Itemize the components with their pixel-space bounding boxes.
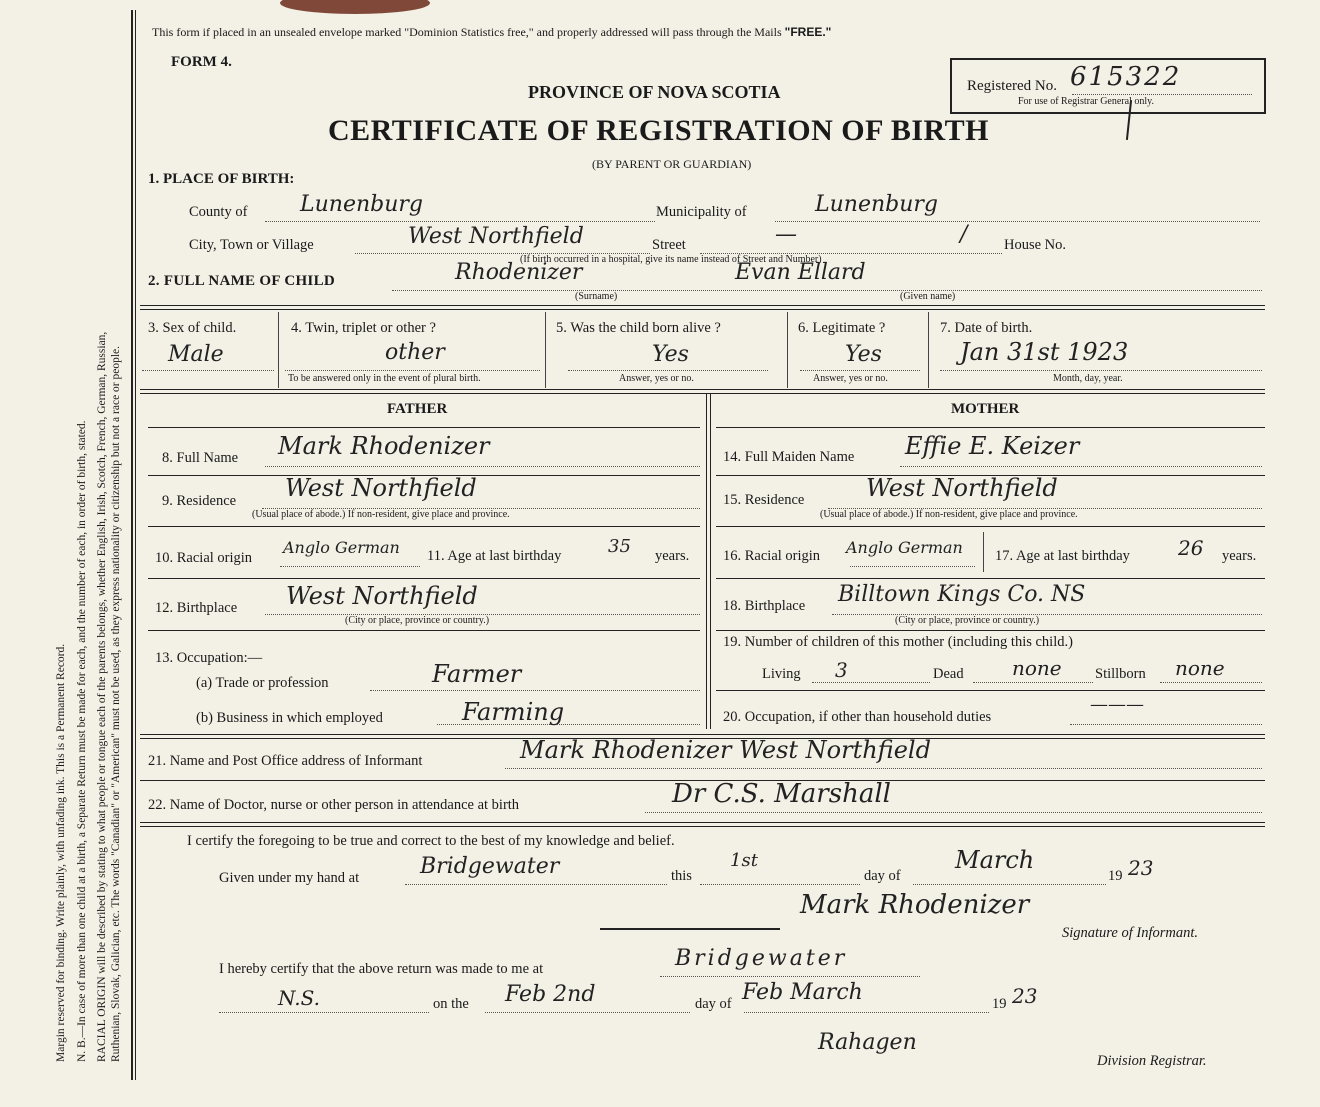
hospital-note: (If birth occurred in a hospital, give its name instead of Street and Number) — [520, 254, 822, 265]
city-label: City, Town or Village — [189, 237, 314, 253]
city-value[interactable]: West Northfield — [408, 224, 584, 249]
street-value[interactable]: — — [775, 222, 797, 247]
mother-residence-note: (Usual place of abode.) If non-resident, give place and province. — [820, 509, 1078, 520]
given-year-prefix: 19 — [1108, 868, 1123, 884]
division-registrar-caption: Division Registrar. — [1097, 1053, 1207, 1069]
mother-occupation-value[interactable]: ——— — [1090, 694, 1144, 715]
racial-origin-note-1: RACIAL ORIGIN will be described by stating to what people or tongue each of the parents belongs, whether English, Irish, Scotch, French, German, Russian, — [96, 331, 108, 1062]
twin-note: To be answered only in the event of plural birth. — [288, 373, 481, 384]
street-label: Street — [652, 237, 686, 253]
mother-occupation-label: 20. Occupation, if other than household duties — [723, 709, 992, 725]
page-subtitle: (BY PARENT OR GUARDIAN) — [592, 157, 752, 171]
father-age-unit: years. — [655, 548, 690, 564]
children-count-label: 19. Number of children of this mother (including this child.) — [723, 634, 1073, 650]
registered-number: 615322 — [1070, 62, 1182, 92]
stillborn-value[interactable]: none — [1175, 656, 1225, 680]
legitimate-note: Answer, yes or no. — [813, 373, 888, 384]
dead-label: Dead — [933, 666, 964, 682]
mother-heading: MOTHER — [951, 401, 1020, 417]
father-name-value[interactable]: Mark Rhodenizer — [278, 432, 490, 460]
county-label: County of — [189, 204, 248, 220]
mother-residence-value[interactable]: West Northfield — [866, 474, 1058, 502]
living-label: Living — [762, 666, 801, 682]
sex-label: 3. Sex of child. — [148, 320, 237, 336]
stillborn-label: Stillborn — [1095, 666, 1146, 682]
registrar-signature[interactable]: Rahagen — [818, 1030, 917, 1055]
province-heading: PROVINCE OF NOVA SCOTIA — [528, 82, 781, 102]
given-under-label: Given under my hand at — [219, 870, 360, 886]
mother-birthplace-note: (City or place, province or country.) — [895, 615, 1040, 626]
mother-birthplace-label: 18. Birthplace — [723, 598, 806, 614]
nb-note: N. B.—In case of more than one child at a birth, a Separate Return must be made for each, and the number of each, in order of birth, stated. — [76, 420, 88, 1062]
father-age-label: 11. Age at last birthday — [427, 548, 562, 564]
business-value[interactable]: Farming — [462, 698, 565, 726]
given-day-value[interactable]: 1st — [730, 850, 758, 871]
dob-note: Month, day, year. — [1053, 373, 1123, 384]
form-number: FORM 4. — [171, 54, 232, 70]
occupation-label: 13. Occupation:— — [155, 650, 263, 666]
given-place-value[interactable]: Bridgewater — [420, 854, 560, 879]
binding-margin — [0, 0, 128, 1107]
margin-rule — [131, 10, 133, 1080]
sex-value[interactable]: Male — [168, 342, 224, 367]
mother-age-unit: years. — [1222, 548, 1257, 564]
father-name-label: 8. Full Name — [162, 450, 239, 466]
informant-signature-caption: Signature of Informant. — [1062, 925, 1199, 941]
on-the-label: on the — [433, 996, 469, 1012]
this-label: this — [671, 868, 692, 884]
mother-racial-origin-value[interactable]: Anglo German — [846, 538, 963, 557]
father-residence-label: 9. Residence — [162, 493, 237, 509]
child-given-name-value[interactable]: Evan Ellard — [735, 260, 866, 285]
mother-racial-origin-label: 16. Racial origin — [723, 548, 821, 564]
father-racial-origin-value[interactable]: Anglo German — [283, 538, 400, 557]
surname-caption: (Surname) — [575, 291, 618, 302]
municipality-label: Municipality of — [656, 204, 747, 220]
dob-label: 7. Date of birth. — [940, 320, 1033, 336]
father-racial-origin-label: 10. Racial origin — [155, 550, 253, 566]
father-birthplace-value[interactable]: West Northfield — [286, 582, 478, 610]
ink-stain — [280, 0, 430, 14]
father-heading: FATHER — [387, 401, 448, 417]
father-residence-value[interactable]: West Northfield — [285, 474, 477, 502]
mail-note: This form if placed in an unsealed envelope marked "Dominion Statistics free," and properly addressed will pass through the Mails "FREE." — [152, 25, 832, 39]
mother-residence-label: 15. Residence — [723, 492, 805, 508]
registrar-year-value[interactable]: 23 — [1012, 984, 1038, 1008]
father-birthplace-note: (City or place, province or country.) — [345, 615, 490, 626]
county-value[interactable]: Lunenburg — [300, 192, 423, 217]
place-of-birth-label: 1. PLACE OF BIRTH: — [148, 171, 295, 187]
mother-age-value[interactable]: 26 — [1178, 536, 1204, 560]
born-alive-value[interactable]: Yes — [652, 342, 689, 367]
born-alive-note: Answer, yes or no. — [619, 373, 694, 384]
racial-origin-note-2: Ruthenian, Slovak, Galician, etc. The words "Canadian" or "American" must not be used, as they express nationality or citizenship but not a race or people. — [110, 345, 122, 1062]
mother-age-label: 17. Age at last birthday — [995, 548, 1130, 564]
informant-signature[interactable]: Mark Rhodenizer — [800, 890, 1030, 920]
living-value[interactable]: 3 — [835, 658, 848, 682]
given-year-value[interactable]: 23 — [1128, 856, 1154, 880]
given-name-caption: (Given name) — [900, 291, 956, 302]
born-alive-label: 5. Was the child born alive ? — [556, 320, 721, 336]
mother-name-label: 14. Full Maiden Name — [723, 449, 855, 465]
child-surname-value[interactable]: Rhodenizer — [455, 260, 583, 285]
dead-value[interactable]: none — [1012, 656, 1062, 680]
given-month-value[interactable]: March — [955, 846, 1035, 874]
certify-statement: I certify the foregoing to be true and correct to the best of my knowledge and belief. — [187, 833, 675, 849]
registrar-place-value[interactable]: Bridgewater — [675, 946, 848, 971]
municipality-value[interactable]: Lunenburg — [815, 192, 938, 217]
father-birthplace-label: 12. Birthplace — [155, 600, 238, 616]
legitimate-label: 6. Legitimate ? — [798, 320, 886, 336]
dob-value[interactable]: Jan 31st 1923 — [960, 338, 1129, 366]
child-name-label: 2. FULL NAME OF CHILD — [148, 273, 336, 289]
father-residence-note: (Usual place of abode.) If non-resident, give place and province. — [252, 509, 510, 520]
margin-note: Margin reserved for binding. Write plainly, with unfading ink. This is a Permanent Record. — [55, 643, 67, 1062]
informant-label: 21. Name and Post Office address of Informant — [148, 753, 423, 769]
page-title: CERTIFICATE OF REGISTRATION OF BIRTH — [328, 114, 989, 147]
margin-rule-inner — [135, 10, 136, 1080]
house-number-label: House No. — [1004, 237, 1067, 253]
registrar-year-prefix: 19 — [992, 996, 1007, 1012]
mother-birthplace-value[interactable]: Billtown Kings Co. NS — [838, 582, 1086, 607]
registered-label: Registered No. — [967, 78, 1057, 94]
given-day-of-label: day of — [864, 868, 901, 884]
registered-number-box — [950, 58, 1266, 114]
trade-value[interactable]: Farmer — [432, 660, 522, 688]
twin-label: 4. Twin, triplet or other ? — [291, 320, 436, 336]
mother-name-value[interactable]: Effie E. Keizer — [905, 432, 1080, 460]
registrar-note: For use of Registrar General only. — [1018, 96, 1154, 107]
registrar-province-value[interactable]: N.S. — [278, 986, 320, 1010]
doctor-value[interactable]: Dr C.S. Marshall — [672, 779, 891, 809]
registrar-on-date-value[interactable]: Feb 2nd — [505, 982, 596, 1007]
registrar-day-of-label: day of — [695, 996, 732, 1012]
legitimate-value[interactable]: Yes — [845, 342, 882, 367]
twin-value[interactable]: other — [385, 340, 445, 365]
father-age-value[interactable]: 35 — [608, 536, 631, 557]
informant-value[interactable]: Mark Rhodenizer West Northfield — [520, 736, 931, 764]
business-label: (b) Business in which employed — [196, 710, 383, 726]
registrar-month-value[interactable]: Feb March — [742, 980, 863, 1005]
registrar-statement: I hereby certify that the above return was made to me at — [219, 961, 544, 977]
house-number-value[interactable]: / — [960, 222, 968, 247]
doctor-label: 22. Name of Doctor, nurse or other person in attendance at birth — [148, 797, 520, 813]
trade-label: (a) Trade or profession — [196, 675, 329, 691]
